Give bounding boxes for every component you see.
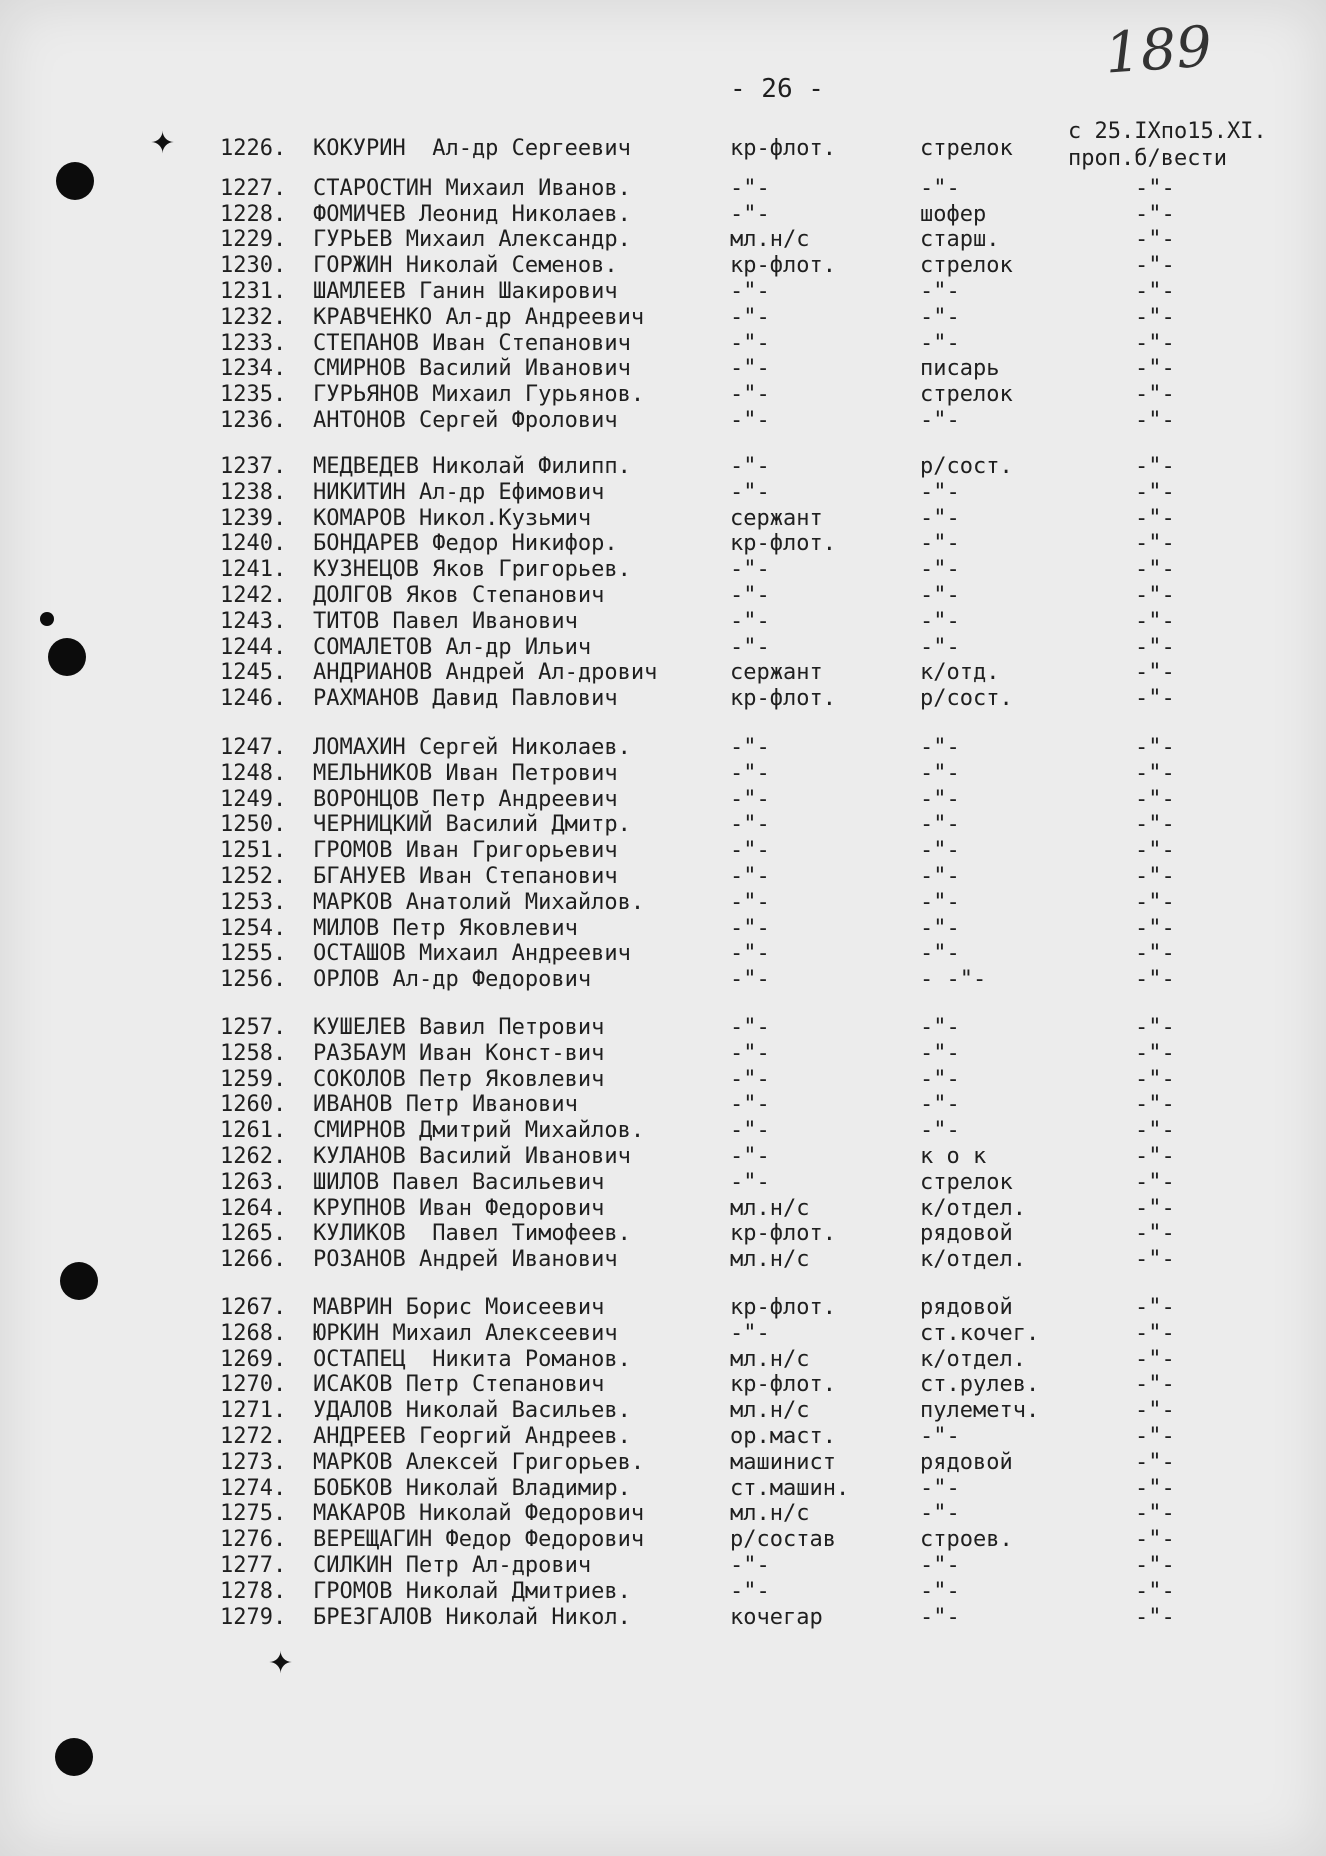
entry-number: 1235. xyxy=(220,382,287,408)
punch-hole xyxy=(60,1262,98,1300)
rank: -"- xyxy=(730,812,770,838)
rank: -"- xyxy=(730,889,770,915)
dates-status: -"- xyxy=(1135,505,1175,531)
dates-status: -"- xyxy=(1135,1424,1175,1449)
position: -"- xyxy=(920,330,960,356)
position: ст.рулев. xyxy=(920,1372,1040,1398)
entry-number: 1242. xyxy=(220,583,287,608)
entry-number: 1256. xyxy=(220,967,287,993)
entry-number: 1229. xyxy=(220,227,287,253)
rank: кр-флот. xyxy=(730,531,836,557)
person-name: УДАЛОВ Николай Васильев. xyxy=(313,1398,631,1424)
entry-number: 1276. xyxy=(220,1527,287,1553)
rank: -"- xyxy=(730,967,770,993)
rank: р/состав xyxy=(730,1527,836,1553)
entry-number: 1232. xyxy=(220,304,287,330)
dates-status: -"- xyxy=(1135,915,1175,941)
entry-number: 1269. xyxy=(220,1346,287,1372)
dates-status: -"- xyxy=(1135,1553,1175,1578)
position: -"- xyxy=(920,1066,960,1092)
entry-number: 1253. xyxy=(220,889,287,915)
rank: -"- xyxy=(730,1578,770,1604)
dates-status: -"- xyxy=(1135,1169,1175,1195)
dates-status: -"- xyxy=(1135,175,1175,201)
entry-number: 1237. xyxy=(220,454,287,479)
dates-status: -"- xyxy=(1135,1092,1175,1118)
person-name: РОЗАНОВ Андрей Иванович xyxy=(313,1247,618,1273)
entry-number: 1254. xyxy=(220,915,287,941)
rank: -"- xyxy=(730,1066,770,1092)
rank: -"- xyxy=(730,356,770,382)
entry-number: 1239. xyxy=(220,505,287,531)
person-name: ФОМИЧЕВ Леонид Николаев. xyxy=(313,201,631,227)
position: рядовой xyxy=(920,1449,1013,1475)
dates-status: -"- xyxy=(1135,1346,1175,1372)
rank: -"- xyxy=(730,583,770,608)
person-name: КОМАРОВ Никол.Кузьмич xyxy=(313,505,592,531)
position: к/отд. xyxy=(920,660,1000,686)
dates-status: -"- xyxy=(1135,1475,1175,1501)
rank: -"- xyxy=(730,760,770,786)
person-name: СОКОЛОВ Петр Яковлевич xyxy=(313,1066,605,1092)
person-name: ГУРЬЕВ Михаил Александр. xyxy=(313,227,631,253)
rank: кр-флот. xyxy=(730,1295,836,1320)
position: -"- xyxy=(920,505,960,531)
dates-status: -"- xyxy=(1135,479,1175,505)
dates-status: -"- xyxy=(1135,1118,1175,1144)
entry-number: 1243. xyxy=(220,608,287,634)
dates-status: -"- xyxy=(1135,531,1175,557)
rank: -"- xyxy=(730,838,770,864)
rank: -"- xyxy=(730,608,770,634)
person-name: ЧЕРНИЦКИЙ Василий Дмитр. xyxy=(313,812,631,838)
person-name: БОБКОВ Николай Владимир. xyxy=(313,1475,631,1501)
position: -"- xyxy=(920,557,960,583)
rank: -"- xyxy=(730,941,770,967)
rank: кр-флот. xyxy=(730,136,836,161)
position: стрелок xyxy=(920,136,1013,161)
position: -"- xyxy=(920,812,960,838)
rank: -"- xyxy=(730,915,770,941)
position: -"- xyxy=(920,1501,960,1527)
rank: -"- xyxy=(730,1553,770,1578)
position: -"- xyxy=(920,915,960,941)
position: -"- xyxy=(920,304,960,330)
entry-number: 1249. xyxy=(220,786,287,812)
rank: кр-флот. xyxy=(730,1221,836,1247)
rank: -"- xyxy=(730,1118,770,1144)
dates-status: -"- xyxy=(1135,608,1175,634)
rank: -"- xyxy=(730,1169,770,1195)
entry-number: 1279. xyxy=(220,1604,287,1630)
person-name: КУЛАНОВ Василий Иванович xyxy=(313,1144,631,1169)
dates-status: -"- xyxy=(1135,686,1175,712)
person-name: КУЛИКОВ Павел Тимофеев. xyxy=(313,1221,631,1247)
person-name: ВОРОНЦОВ Петр Андреевич xyxy=(313,786,618,812)
dates-status: -"- xyxy=(1135,967,1175,993)
rank: мл.н/с xyxy=(730,1398,810,1424)
rank: кр-флот. xyxy=(730,1372,836,1398)
position: -"- xyxy=(920,1092,960,1118)
person-name: МИЛОВ Петр Яковлевич xyxy=(313,915,578,941)
dates-status: -"- xyxy=(1135,760,1175,786)
rank: -"- xyxy=(730,1015,770,1040)
rank: кочегар xyxy=(730,1604,823,1630)
punch-hole xyxy=(55,1738,93,1776)
dates-status: -"- xyxy=(1135,1449,1175,1475)
person-name: ОСТАШОВ Михаил Андреевич xyxy=(313,941,631,967)
person-name: СТАРОСТИН Михаил Иванов. xyxy=(313,175,631,201)
ink-blot xyxy=(40,612,54,626)
person-name: ГРОМОВ Николай Дмитриев. xyxy=(313,1578,631,1604)
position: -"- xyxy=(920,1040,960,1066)
person-name: ГРОМОВ Иван Григорьевич xyxy=(313,838,618,864)
rank: -"- xyxy=(730,1320,770,1346)
person-name: ТИТОВ Павел Иванович xyxy=(313,608,578,634)
dates-status: -"- xyxy=(1135,304,1175,330)
entry-number: 1250. xyxy=(220,812,287,838)
position: -"- xyxy=(920,864,960,889)
position: - -"- xyxy=(920,967,987,993)
person-name: БРЕЗГАЛОВ Николай Никол. xyxy=(313,1604,631,1630)
person-name: КУШЕЛЕВ Вавил Петрович xyxy=(313,1015,605,1040)
person-name: КРАВЧЕНКО Ал-др Андреевич xyxy=(313,304,645,330)
dates-status: -"- xyxy=(1135,382,1175,408)
rank: -"- xyxy=(730,864,770,889)
person-name: НИКИТИН Ал-др Ефимович xyxy=(313,479,605,505)
dates-status: -"- xyxy=(1135,253,1175,279)
dates-status: -"- xyxy=(1135,583,1175,608)
position: -"- xyxy=(920,735,960,760)
dates-status: -"- xyxy=(1135,735,1175,760)
entry-number: 1271. xyxy=(220,1398,287,1424)
person-name: ШИЛОВ Павел Васильевич xyxy=(313,1169,605,1195)
person-name: БОНДАРЕВ Федор Никифор. xyxy=(313,531,618,557)
entry-number: 1231. xyxy=(220,279,287,304)
position: шофер xyxy=(920,201,987,227)
dates-status: -"- xyxy=(1135,1247,1175,1273)
person-name: КУЗНЕЦОВ Яков Григорьев. xyxy=(313,557,631,583)
dates-status: -"- xyxy=(1135,279,1175,304)
rank: -"- xyxy=(730,634,770,660)
position: -"- xyxy=(920,1578,960,1604)
entry-number: 1277. xyxy=(220,1553,287,1578)
person-name: КРУПНОВ Иван Федорович xyxy=(313,1195,605,1221)
person-name: РАЗБАУМ Иван Конст-вич xyxy=(313,1040,605,1066)
rank: -"- xyxy=(730,557,770,583)
person-name: МАРКОВ Алексей Григорьев. xyxy=(313,1449,645,1475)
person-name: ШАМЛЕЕВ Ганин Шакирович xyxy=(313,279,618,304)
dates-status: -"- xyxy=(1135,1144,1175,1169)
entry-number: 1226. xyxy=(220,136,287,161)
position: стрелок xyxy=(920,253,1013,279)
person-name: МЕЛЬНИКОВ Иван Петрович xyxy=(313,760,618,786)
ink-mark: ✦ xyxy=(150,126,176,161)
person-name: СМИРНОВ Дмитрий Михайлов. xyxy=(313,1118,645,1144)
entry-number: 1275. xyxy=(220,1501,287,1527)
rank: -"- xyxy=(730,201,770,227)
entry-number: 1227. xyxy=(220,175,287,201)
person-name: АНДРЕЕВ Георгий Андреев. xyxy=(313,1424,631,1449)
person-name: МАКАРОВ Николай Федорович xyxy=(313,1501,645,1527)
entry-number: 1258. xyxy=(220,1040,287,1066)
position: р/сост. xyxy=(920,454,1013,479)
position: стрелок xyxy=(920,1169,1013,1195)
entry-number: 1251. xyxy=(220,838,287,864)
position: строев. xyxy=(920,1527,1013,1553)
entry-number: 1274. xyxy=(220,1475,287,1501)
dates-status: -"- xyxy=(1135,1066,1175,1092)
punch-hole xyxy=(56,162,94,200)
dates-status: -"- xyxy=(1135,356,1175,382)
entry-number: 1252. xyxy=(220,864,287,889)
ink-mark: ✦ xyxy=(268,1646,294,1681)
entry-number: 1230. xyxy=(220,253,287,279)
rank: мл.н/с xyxy=(730,1346,810,1372)
person-name: СМИРНОВ Василий Иванович xyxy=(313,356,631,382)
person-name: КОКУРИН Ал-др Сергеевич xyxy=(313,136,631,161)
position: -"- xyxy=(920,786,960,812)
position: р/сост. xyxy=(920,686,1013,712)
position: -"- xyxy=(920,1424,960,1449)
dates-status: -"- xyxy=(1135,1015,1175,1040)
rank: -"- xyxy=(730,735,770,760)
entry-number: 1244. xyxy=(220,634,287,660)
entry-number: 1265. xyxy=(220,1221,287,1247)
folio-number: 189 xyxy=(1102,14,1215,87)
person-name: ВЕРЕЩАГИН Федор Федорович xyxy=(313,1527,645,1553)
position: -"- xyxy=(920,279,960,304)
position: -"- xyxy=(920,531,960,557)
dates-status: -"- xyxy=(1135,454,1175,479)
rank: -"- xyxy=(730,786,770,812)
person-name: АНДРИАНОВ Андрей Ал-дрович xyxy=(313,660,658,686)
rank: сержант xyxy=(730,505,823,531)
position: стрелок xyxy=(920,382,1013,408)
rank: -"- xyxy=(730,1092,770,1118)
dates-status: -"- xyxy=(1135,1040,1175,1066)
rank: -"- xyxy=(730,408,770,433)
position: к/отдел. xyxy=(920,1346,1026,1372)
position: рядовой xyxy=(920,1221,1013,1247)
rank: -"- xyxy=(730,279,770,304)
entry-number: 1268. xyxy=(220,1320,287,1346)
position: пулеметч. xyxy=(920,1398,1040,1424)
dates-status: -"- xyxy=(1135,1195,1175,1221)
entry-number: 1247. xyxy=(220,735,287,760)
position: к/отдел. xyxy=(920,1247,1026,1273)
dates-status: -"- xyxy=(1135,838,1175,864)
position: -"- xyxy=(920,889,960,915)
person-name: ОСТАПЕЦ Никита Романов. xyxy=(313,1346,631,1372)
position: -"- xyxy=(920,634,960,660)
dates-status: -"- xyxy=(1135,941,1175,967)
rank: мл.н/с xyxy=(730,1501,810,1527)
position: -"- xyxy=(920,1553,960,1578)
person-name: ГУРЬЯНОВ Михаил Гурьянов. xyxy=(313,382,645,408)
entry-number: 1270. xyxy=(220,1372,287,1398)
position: -"- xyxy=(920,1015,960,1040)
position: рядовой xyxy=(920,1295,1013,1320)
position: писарь xyxy=(920,356,1000,382)
dates-status: -"- xyxy=(1135,330,1175,356)
person-name: СИЛКИН Петр Ал-дрович xyxy=(313,1553,592,1578)
dates-status: -"- xyxy=(1135,786,1175,812)
position: ст.кочег. xyxy=(920,1320,1040,1346)
rank: сержант xyxy=(730,660,823,686)
rank: -"- xyxy=(730,175,770,201)
dates-status: -"- xyxy=(1135,889,1175,915)
dates-status: -"- xyxy=(1135,227,1175,253)
person-name: МАРКОВ Анатолий Михайлов. xyxy=(313,889,645,915)
entry-number: 1240. xyxy=(220,531,287,557)
person-name: ИВАНОВ Петр Иванович xyxy=(313,1092,578,1118)
position: -"- xyxy=(920,175,960,201)
entry-number: 1272. xyxy=(220,1424,287,1449)
entry-number: 1264. xyxy=(220,1195,287,1221)
position: к о к xyxy=(920,1144,987,1169)
dates-status: -"- xyxy=(1135,557,1175,583)
entry-number: 1233. xyxy=(220,330,287,356)
entry-number: 1263. xyxy=(220,1169,287,1195)
dates-status: -"- xyxy=(1135,864,1175,889)
dates-status: -"- xyxy=(1135,1295,1175,1320)
entry-number: 1267. xyxy=(220,1295,287,1320)
entry-number: 1238. xyxy=(220,479,287,505)
service-dates-note: с 25.IXпо15.XI. проп.б/вести xyxy=(1068,119,1267,171)
rank: машинист xyxy=(730,1449,836,1475)
entry-number: 1236. xyxy=(220,408,287,433)
dates-status: -"- xyxy=(1135,1501,1175,1527)
entry-number: 1228. xyxy=(220,201,287,227)
position: -"- xyxy=(920,1475,960,1501)
position: -"- xyxy=(920,760,960,786)
entry-number: 1260. xyxy=(220,1092,287,1118)
dates-status: -"- xyxy=(1135,1372,1175,1398)
rank: -"- xyxy=(730,479,770,505)
person-name: БГАНУЕВ Иван Степанович xyxy=(313,864,618,889)
dates-status: -"- xyxy=(1135,1604,1175,1630)
entry-number: 1246. xyxy=(220,686,287,712)
page-number: - 26 - xyxy=(730,74,824,104)
entry-number: 1259. xyxy=(220,1066,287,1092)
entry-number: 1261. xyxy=(220,1118,287,1144)
position: старш. xyxy=(920,227,1000,253)
rank: кр-флот. xyxy=(730,253,836,279)
entry-number: 1262. xyxy=(220,1144,287,1169)
entry-number: 1245. xyxy=(220,660,287,686)
position: к/отдел. xyxy=(920,1195,1026,1221)
position: -"- xyxy=(920,408,960,433)
dates-status: -"- xyxy=(1135,812,1175,838)
entry-number: 1241. xyxy=(220,557,287,583)
position: -"- xyxy=(920,1118,960,1144)
position: -"- xyxy=(920,1604,960,1630)
rank: -"- xyxy=(730,454,770,479)
rank: -"- xyxy=(730,330,770,356)
person-name: ГОРЖИН Николай Семенов. xyxy=(313,253,618,279)
rank: мл.н/с xyxy=(730,227,810,253)
rank: мл.н/с xyxy=(730,1195,810,1221)
person-name: ЛОМАХИН Сергей Николаев. xyxy=(313,735,631,760)
dates-status: -"- xyxy=(1135,1221,1175,1247)
dates-status: -"- xyxy=(1135,1527,1175,1553)
entry-number: 1255. xyxy=(220,941,287,967)
dates-status: -"- xyxy=(1135,1578,1175,1604)
entry-number: 1248. xyxy=(220,760,287,786)
position: -"- xyxy=(920,608,960,634)
entry-number: 1273. xyxy=(220,1449,287,1475)
person-name: ОРЛОВ Ал-др Федорович xyxy=(313,967,592,993)
person-name: ИСАКОВ Петр Степанович xyxy=(313,1372,605,1398)
entry-number: 1234. xyxy=(220,356,287,382)
punch-hole xyxy=(48,638,86,676)
person-name: ЮРКИН Михаил Алексеевич xyxy=(313,1320,618,1346)
person-name: ДОЛГОВ Яков Степанович xyxy=(313,583,605,608)
rank: -"- xyxy=(730,1144,770,1169)
rank: -"- xyxy=(730,304,770,330)
person-name: СОМАЛЕТОВ Ал-др Ильич xyxy=(313,634,592,660)
rank: мл.н/с xyxy=(730,1247,810,1273)
rank: кр-флот. xyxy=(730,686,836,712)
rank: ст.машин. xyxy=(730,1475,850,1501)
dates-status: -"- xyxy=(1135,634,1175,660)
entry-number: 1266. xyxy=(220,1247,287,1273)
dates-status: -"- xyxy=(1135,201,1175,227)
dates-status: -"- xyxy=(1135,1398,1175,1424)
entry-number: 1257. xyxy=(220,1015,287,1040)
dates-status: -"- xyxy=(1135,660,1175,686)
dates-status: -"- xyxy=(1135,408,1175,433)
person-name: СТЕПАНОВ Иван Степанович xyxy=(313,330,631,356)
position: -"- xyxy=(920,583,960,608)
person-name: АНТОНОВ Сергей Фролович xyxy=(313,408,618,433)
person-name: МЕДВЕДЕВ Николай Филипп. xyxy=(313,454,631,479)
position: -"- xyxy=(920,838,960,864)
rank: ор.маст. xyxy=(730,1424,836,1449)
position: -"- xyxy=(920,941,960,967)
rank: -"- xyxy=(730,382,770,408)
rank: -"- xyxy=(730,1040,770,1066)
person-name: РАХМАНОВ Давид Павлович xyxy=(313,686,618,712)
position: -"- xyxy=(920,479,960,505)
person-name: МАВРИН Борис Моисеевич xyxy=(313,1295,605,1320)
entry-number: 1278. xyxy=(220,1578,287,1604)
dates-status: -"- xyxy=(1135,1320,1175,1346)
